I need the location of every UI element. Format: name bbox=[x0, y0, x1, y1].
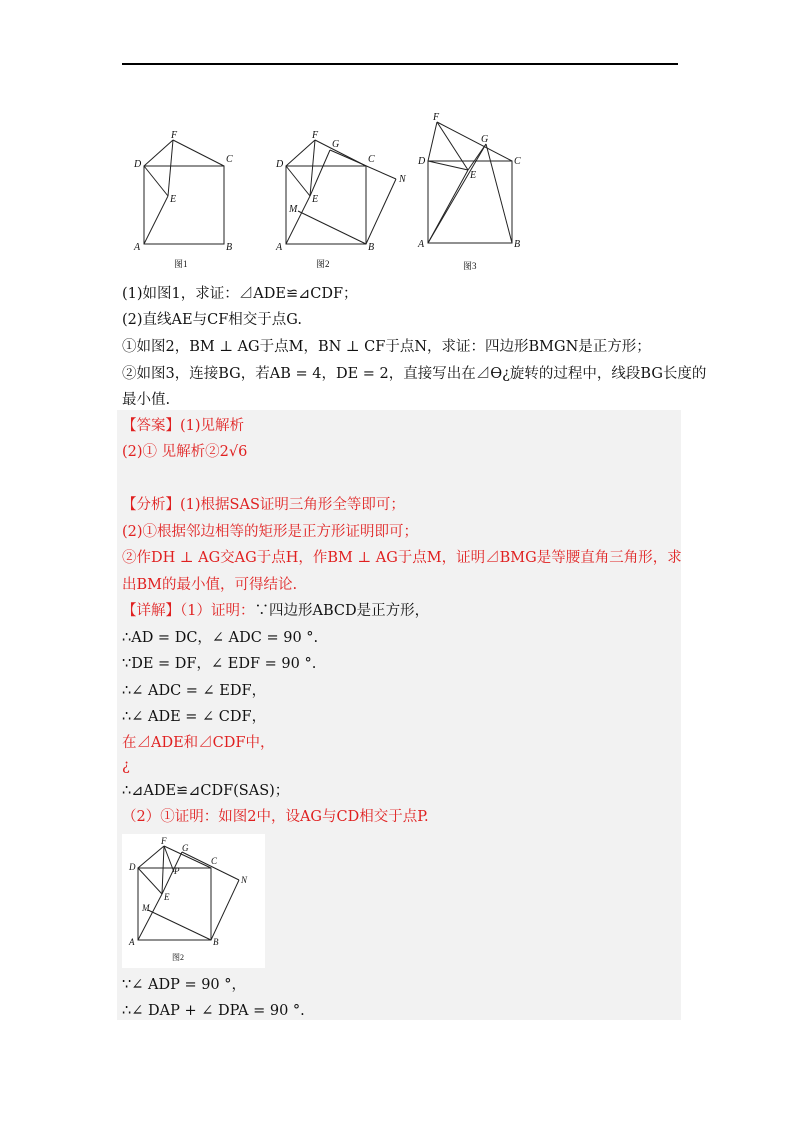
svg-text:N: N bbox=[241, 875, 248, 885]
analysis-1: 【分析】(1)根据SAS证明三角形全等即可； bbox=[122, 497, 405, 513]
analysis-4: 出BM的最小值，可得结论. bbox=[122, 577, 298, 593]
svg-text:B: B bbox=[226, 242, 233, 253]
detail-1 bbox=[122, 601, 429, 621]
detail-9: （2）①证明：如图2中，设AG与CD相交于点P. bbox=[122, 809, 429, 825]
analysis-3: ②作DH ⊥ AG交AG于点H，作BM ⊥ AG于点M，证明⊿BMG是等腰直角三角形，求 bbox=[122, 550, 682, 566]
fig2-caption: 图2 bbox=[316, 259, 330, 269]
geometry-figures bbox=[122, 104, 678, 274]
question-2: (2)直线AE与CF相交于点G. bbox=[122, 312, 302, 328]
svg-text:A: A bbox=[129, 937, 135, 947]
svg-text:D: D bbox=[134, 159, 142, 170]
svg-text:E: E bbox=[312, 194, 319, 205]
detail-10: ∵∠ ADP = 90 °， bbox=[122, 977, 247, 993]
svg-text:G: G bbox=[182, 843, 189, 853]
svg-text:B: B bbox=[368, 242, 375, 253]
figure-2-small bbox=[122, 834, 265, 968]
svg-text:G: G bbox=[481, 134, 489, 145]
svg-text:F: F bbox=[433, 112, 440, 123]
question-1: (1)如图1，求证：⊿ADE≌⊿CDF； bbox=[122, 286, 358, 302]
fig2-small-caption: 图2 bbox=[172, 953, 184, 962]
svg-text:C: C bbox=[211, 856, 218, 866]
svg-text:B: B bbox=[514, 239, 521, 250]
fig3-caption: 图3 bbox=[463, 261, 477, 271]
header-rule bbox=[122, 63, 678, 65]
svg-text:M: M bbox=[142, 903, 150, 913]
svg-text:E: E bbox=[470, 170, 477, 181]
svg-text:E: E bbox=[164, 892, 170, 902]
detail-5: ∴∠ ADE = ∠ CDF， bbox=[122, 709, 267, 725]
svg-text:C: C bbox=[514, 156, 521, 167]
svg-text:P: P bbox=[174, 866, 180, 876]
analysis-2: (2)①根据邻边相等的矩形是正方形证明即可； bbox=[122, 524, 419, 540]
svg-text:C: C bbox=[226, 154, 233, 165]
svg-text:B: B bbox=[213, 937, 219, 947]
svg-text:E: E bbox=[170, 194, 177, 205]
answer-label: 【答案】(1)见解析 bbox=[122, 418, 245, 434]
svg-text:A: A bbox=[134, 242, 141, 253]
detail-8: ∴⊿ADE≌⊿CDF(SAS)； bbox=[122, 783, 290, 799]
figures-row bbox=[122, 104, 678, 274]
detail-7: ¿ bbox=[122, 758, 130, 774]
detail-4: ∴∠ ADC = ∠ EDF， bbox=[122, 683, 267, 699]
detail-1-text: ∵四边形ABCD是正方形， bbox=[254, 603, 430, 619]
answer-line-2: (2)① 见解析②2√6 bbox=[122, 444, 248, 460]
figure-2-small-svg bbox=[122, 834, 265, 968]
svg-text:D: D bbox=[276, 159, 284, 170]
svg-text:D: D bbox=[129, 862, 136, 872]
svg-text:F: F bbox=[161, 836, 167, 846]
svg-text:M: M bbox=[289, 204, 298, 215]
svg-text:D: D bbox=[418, 156, 426, 167]
svg-text:F: F bbox=[171, 130, 178, 141]
detail-3: ∵DE = DF，∠ EDF = 90 °. bbox=[122, 656, 317, 672]
detail-2: ∴AD = DC，∠ ADC = 90 °. bbox=[122, 630, 319, 646]
svg-text:G: G bbox=[332, 139, 340, 150]
question-2-2-cont: 最小值. bbox=[122, 392, 171, 408]
question-2-2: ②如图3，连接BG，若AB = 4，DE = 2，直接写出在⊿Ɵ¿旋转的过程中，线段BG长度的 bbox=[122, 366, 707, 382]
svg-text:A: A bbox=[276, 242, 283, 253]
detail-label: 【详解】（1）证明： bbox=[122, 603, 255, 619]
svg-text:A: A bbox=[418, 239, 425, 250]
svg-text:F: F bbox=[312, 130, 319, 141]
svg-text:N: N bbox=[399, 174, 406, 185]
detail-6: 在⊿ADE和⊿CDF中， bbox=[122, 735, 275, 751]
question-2-1: ①如图2，BM ⊥ AG于点M，BN ⊥ CF于点N，求证：四边形BMGN是正方形； bbox=[122, 339, 651, 355]
svg-text:C: C bbox=[368, 154, 375, 165]
fig1-caption: 图1 bbox=[174, 259, 188, 269]
detail-11: ∴∠ DAP + ∠ DPA = 90 °. bbox=[122, 1003, 305, 1019]
